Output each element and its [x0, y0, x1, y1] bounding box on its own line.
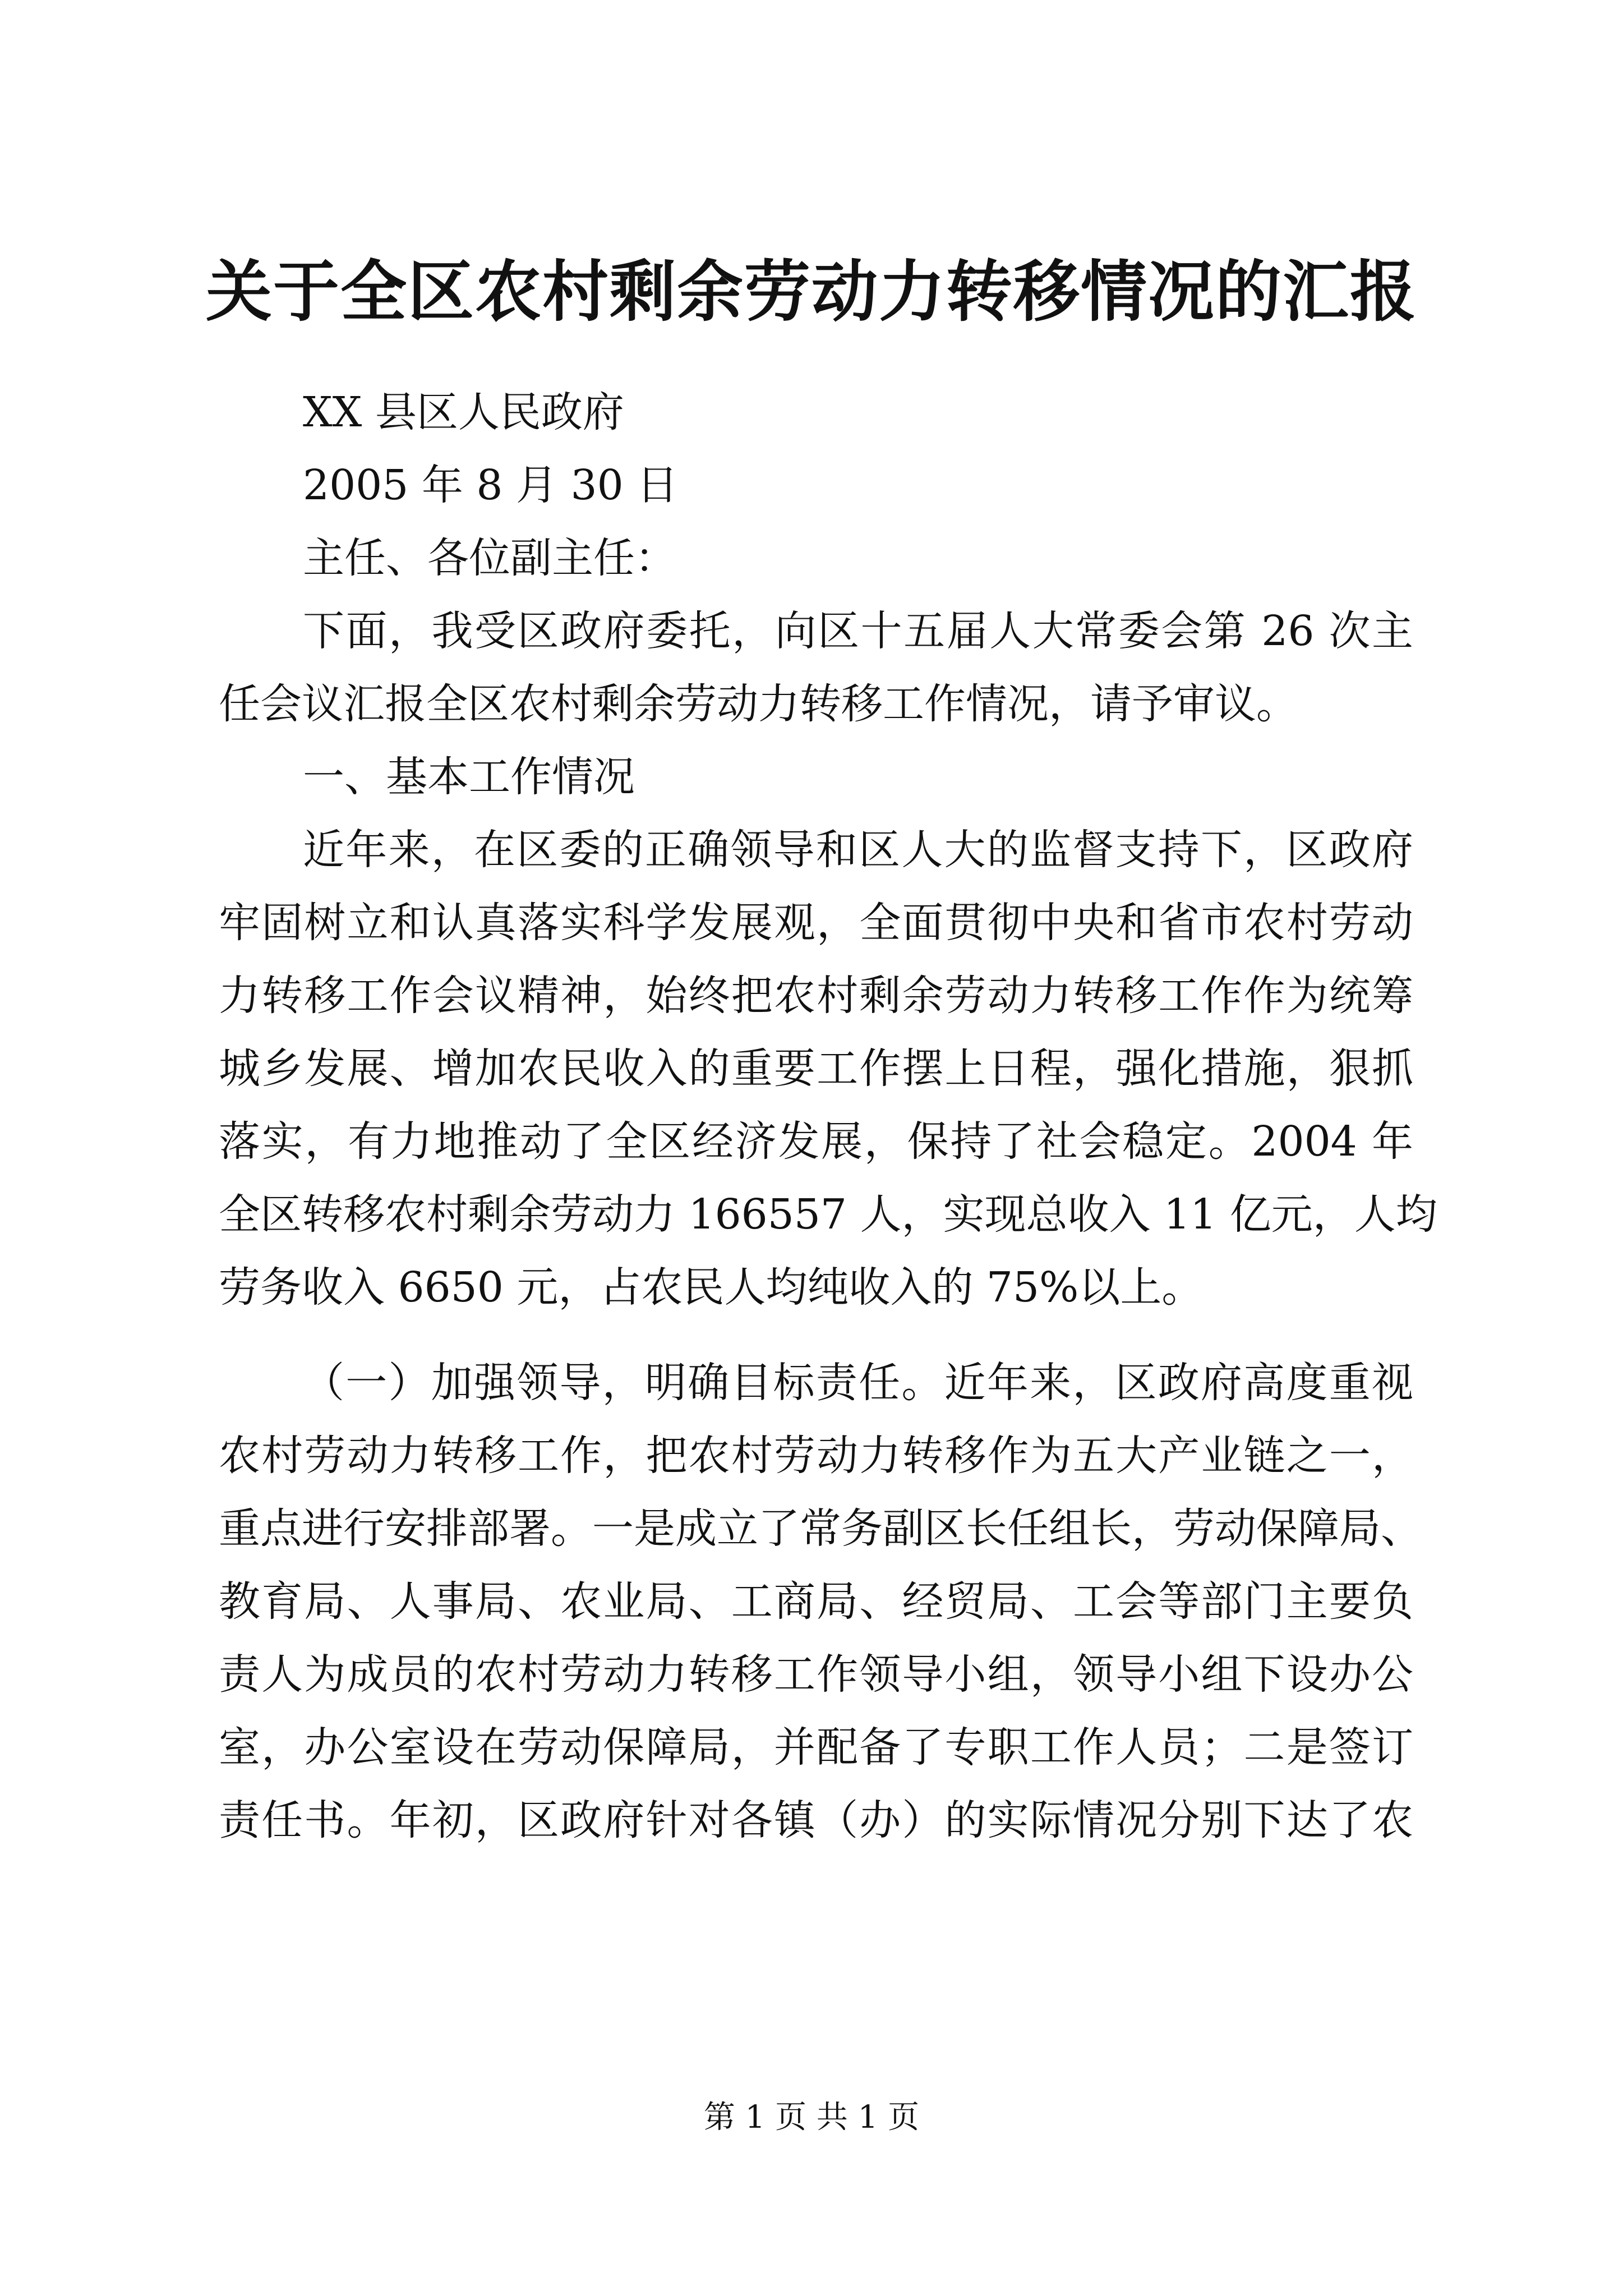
- paragraph-line: 室，办公室设在劳动保障局，并配备了专职工作人员；二是签订: [219, 1723, 1413, 1772]
- section-heading: 一、基本工作情况: [303, 753, 635, 801]
- paragraph-line: 城乡发展、增加农民收入的重要工作摆上日程，强化措施，狠抓: [219, 1045, 1413, 1093]
- date-line: 2005 年 8 月 30 日: [303, 461, 679, 509]
- salutation-line: 主任、各位副主任：: [303, 534, 676, 582]
- paragraph-line: 重点进行安排部署。一是成立了常务副区长任组长，劳动保障局、: [219, 1504, 1422, 1553]
- paragraph-line: 劳务收入 6650 元，占农民人均纯收入的 75%以上。: [219, 1263, 1204, 1312]
- issuer-line: XX 县区人民政府: [303, 388, 624, 436]
- paragraph-line: 责任书。年初，区政府针对各镇（办）的实际情况分别下达了农: [219, 1796, 1413, 1844]
- paragraph-gap: [219, 1324, 1413, 1346]
- paragraph-line: 力转移工作会议精神，始终把农村剩余劳动力转移工作作为统筹: [219, 972, 1413, 1020]
- document-body: [219, 376, 1437, 1857]
- paragraph-line: 全区转移农村剩余劳动力 166557 人，实现总收入 11 亿元，人均: [219, 1190, 1437, 1239]
- paragraph-line: 责人为成员的农村劳动力转移工作领导小组，领导小组下设办公: [219, 1650, 1413, 1699]
- paragraph-line: 下面，我受区政府委托，向区十五届人大常委会第 26 次主: [303, 607, 1413, 655]
- paragraph-line: 任会议汇报全区农村剩余劳动力转移工作情况，请予审议。: [219, 680, 1298, 728]
- page-footer: 第 1 页 共 1 页: [703, 2099, 920, 2136]
- paragraph-line: 教育局、人事局、农业局、工商局、经贸局、工会等部门主要负: [219, 1577, 1413, 1626]
- paragraph-line: （一）加强领导，明确目标责任。近年来，区政府高度重视: [303, 1359, 1413, 1407]
- paragraph-line: 落实，有力地推动了全区经济发展，保持了社会稳定。2004 年: [219, 1117, 1413, 1166]
- paragraph-line: 农村劳动力转移工作，把农村劳动力转移作为五大产业链之一，: [219, 1432, 1413, 1480]
- document-title: 关于全区农村剩余劳动力转移情况的汇报: [205, 252, 1417, 330]
- paragraph-line: 牢固树立和认真落实科学发展观，全面贯彻中央和省市农村劳动: [219, 899, 1413, 947]
- paragraph-line: 近年来，在区委的正确领导和区人大的监督支持下，区政府: [303, 826, 1413, 874]
